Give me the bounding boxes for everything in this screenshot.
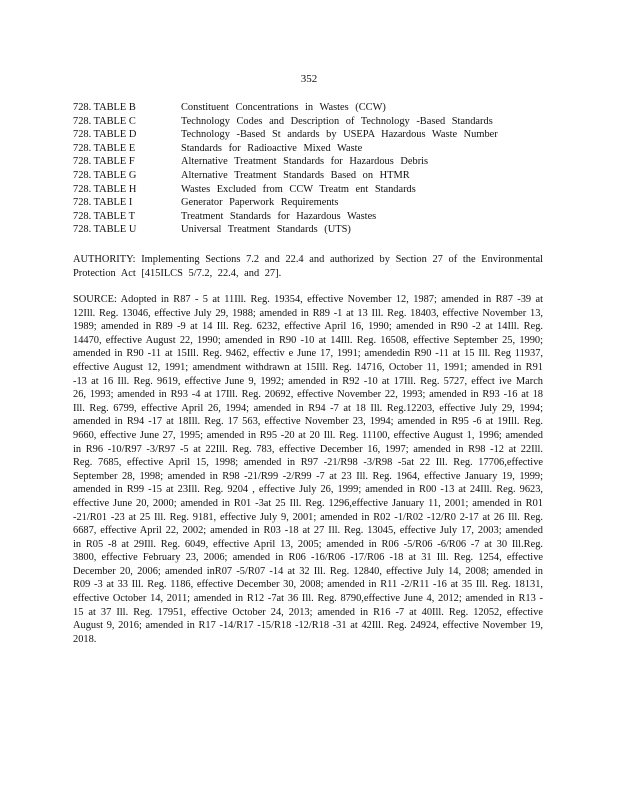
table-id: 728. TABLE E — [73, 142, 136, 154]
table-row — [73, 183, 543, 197]
table-id: 728. TABLE I — [73, 197, 133, 209]
table-row — [73, 101, 543, 115]
table-title: Alternative Treatment Standards for Hazardous Debris — [181, 156, 429, 168]
table-id: 728. TABLE G — [73, 169, 137, 181]
table-id: 728. TABLE H — [73, 183, 137, 195]
table-row — [73, 142, 543, 156]
source-note: SOURCE: Adopted in R87 - 5 at 11Ill. Reg. 19354, effective November 12, 1987; amended in R87 -39 at 12Ill. Reg. 13046, effective July 29, 1988; amended in R89 -1 at 13 Ill. Reg. 18403, effective November 13, 1989; amended in R89 -9 at 14 Ill. Reg. 6232, effective April 16, 1990; amended in R90 -2 at 14Ill. Reg. 14470, effective August 22, 1990; amended in R90 -10 at 14Ill. Reg. 16508, effective September 25, 1990; amended in R90 -11 at 15Ill. Reg. 9462, effectiv e June 17, 1991; amendedin R90 -11 at 15 Ill. Reg 11937, effective August 12, 1991; amendment withdrawn at 15Ill. Reg. 14716, October 11, 1991; amended in R91 -13 at 16 Ill. Reg. 9619, effective June 9, 1992; amended in R92 -10 at 17Ill. Reg. 5727, effect ive March 26, 1993; amended in R93 -4 at 17Ill. Reg. 20692, effective November 22, 1993; amended in R93 -16 at 18 Ill. Reg. 6799, effective April 26, 1994; amended in R94 -7 at 18 Ill. Reg.12203, effective July 29, 1994; amended in R94 -17 at 18Ill. Reg. 17 563, effective November 23, 1994; amended in R95 -6 at 19Ill. Reg. 9660, effective June 27, 1995; amended in R95 -20 at 20 Ill. Reg. 11100, effective August 1, 1996; amended in R96 -10/R97 -3/R97 -5 at 22Ill. Reg. 783, effective December 16, 1997; amended in R98 -12 at 22Ill. Reg. 7685, effective April 15, 1998; amended in R97 -21/R98 -3/R98 -5at 22 Ill. Reg. 17706,effective September 28, 1998; amended in R98 -21/R99 -2/R99 -7 at 23 Ill. Reg. 1964, effective January 19, 1999; amended in R99 -15 at 23Ill. Reg. 9204 , effective July 26, 1999; amended in R00 -13 at 24Ill. Reg. 9623, effective June 20, 2000; amended in R01 -3at 25 Ill. Reg. 1296,effective January 11, 2001; amended in R01 -21/R01 -23 at 25 Ill. Reg. 9181, effective July 9, 2001; amended in R02 -1/R02 -12/R0 2-17 at 26 Ill. Reg. 6687, effective April 22, 2002; amended in R03 -18 at 27 Ill. Reg. 13045, effective July 17, 2003; amended in R05 -8 at 29Ill. Reg. 6049, effective April 13, 2005; amended in R06 -5/R06 -6/R06 -7 at 30 Ill.Reg. 3800, effective February 23, 2006; amended in R06 -16/R06 -17/R06 -18 at 31 Ill. Reg. 1254, effective December 20, 2006; amended inR07 -5/R07 -14 at 32 Ill. Reg. 12840, effective July 14, 2008; amended in R09 -3 at 33 Ill. Reg. 1186, effective December 30, 2008; amended in R11 -2/R11 -16 at 35 Ill. Reg. 18131, effective October 14, 2011; amended in R12 -7at 36 Ill. Reg. 8790,effective June 4, 2012; amended in R13 - 15 at 37 Ill. Reg. 17951, effective October 24, 2013; amended in R16 -7 at 40Ill. Reg. 12052, effective August 9, 2016; amended in R17 -14/R17 -15/R18 -12/R18 -31 at 42Ill. Reg. 24924, effective November 19, 2018. — [73, 294, 543, 645]
table-title: Alternative Treatment Standards Based on HTMR — [181, 169, 410, 181]
table-title: Technology Codes and Description of Technology -Based Standards — [181, 115, 493, 127]
table-id: 728. TABLE F — [73, 156, 135, 168]
table-row — [73, 128, 543, 142]
table-title: Treatment Standards for Hazardous Wastes — [181, 210, 377, 222]
table-list — [73, 101, 543, 237]
table-row — [73, 210, 543, 224]
table-id: 728. TABLE B — [73, 102, 136, 113]
table-title: Wastes Excluded from CCW Treatm ent Standards — [181, 183, 416, 195]
table-row — [73, 196, 543, 210]
table-title: Generator Paperwork Requirements — [181, 197, 339, 209]
table-title: Constituent Concentrations in Wastes (CCW) — [181, 102, 386, 113]
authority-note: AUTHORITY: Implementing Sections 7.2 and 22.4 and authorized by Section 27 of the Environmental Protection Act [415ILCS 5/7.2, 22.4, and 27]. — [73, 254, 543, 279]
table-title: Technology -Based St andards by USEPA Hazardous Waste Number — [181, 129, 498, 141]
table-row — [73, 169, 543, 183]
table-row — [73, 115, 543, 129]
page-number: 352 — [300, 73, 318, 85]
table-id: 728. TABLE D — [73, 129, 137, 141]
table-id: 728. TABLE C — [73, 115, 136, 127]
table-title: Universal Treatment Standards (UTS) — [181, 224, 351, 236]
table-row — [73, 155, 543, 169]
table-title: Standards for Radioactive Mixed Waste — [181, 142, 363, 154]
table-id: 728. TABLE U — [73, 224, 137, 236]
table-row — [73, 223, 543, 237]
table-id: 728. TABLE T — [73, 210, 135, 222]
